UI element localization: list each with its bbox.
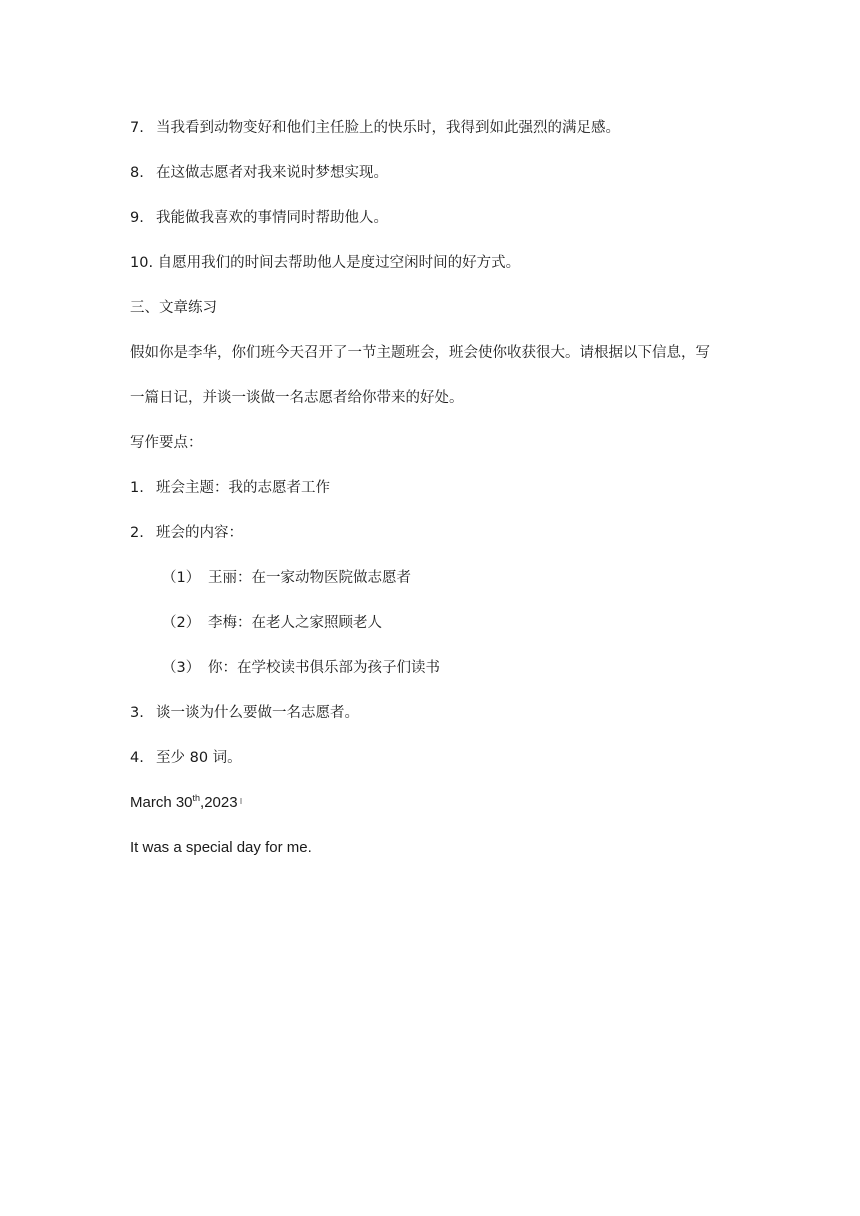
item-number: 1. — [130, 480, 144, 496]
item-text: 自愿用我们的时间去帮助他人是度过空闲时间的好方式。 — [157, 255, 521, 271]
requirement-item-1 — [130, 478, 330, 498]
date-month-day: March 30 — [130, 794, 193, 811]
content-item-2 — [162, 613, 382, 633]
item-text: 班会主题：我的志愿者工作 — [156, 480, 330, 496]
translation-item-10 — [130, 253, 520, 273]
item-text: 谈一谈为什么要做一名志愿者。 — [156, 705, 359, 721]
diary-date — [130, 793, 242, 813]
item-number: 8. — [130, 165, 144, 181]
requirement-item-2 — [130, 523, 243, 543]
item-text: 当我看到动物变好和他们主任脸上的快乐时，我得到如此强烈的满足感。 — [156, 120, 620, 136]
date-year: ,2023 — [200, 794, 238, 811]
item-number: 10. — [130, 255, 154, 271]
translation-item-9 — [130, 208, 388, 228]
content-item-3 — [162, 658, 440, 678]
item-text: 王丽：在一家动物医院做志愿者 — [208, 570, 411, 586]
item-text: 至少 80 词。 — [156, 750, 242, 766]
item-text: 在这做志愿者对我来说时梦想实现。 — [156, 165, 388, 181]
section-heading: 三、文章练习 — [130, 300, 217, 316]
item-label: （1） — [162, 570, 201, 586]
paragraph-mark-icon — [240, 798, 242, 804]
requirements-heading: 写作要点： — [130, 435, 203, 451]
item-text: 李梅：在老人之家照顾老人 — [208, 615, 382, 631]
prompt-line-1: 假如你是李华，你们班今天召开了一节主题班会，班会使你收获很大。请根据以下信息，写 — [130, 345, 710, 361]
requirement-item-4 — [130, 748, 242, 768]
date-ordinal-suffix: th — [192, 793, 201, 803]
opening-sentence: It was a special day for me. — [130, 839, 312, 856]
prompt-line-2: 一篇日记，并谈一谈做一名志愿者给你带来的好处。 — [130, 390, 464, 406]
item-label: （2） — [162, 615, 201, 631]
item-text: 我能做我喜欢的事情同时帮助他人。 — [156, 210, 388, 226]
item-text: 班会的内容： — [156, 525, 243, 541]
item-number: 3. — [130, 705, 144, 721]
translation-item-8 — [130, 163, 388, 183]
content-item-1 — [162, 568, 411, 588]
item-number: 7. — [130, 120, 144, 136]
item-number: 4. — [130, 750, 144, 766]
item-number: 2. — [130, 525, 144, 541]
item-number: 9. — [130, 210, 144, 226]
item-text: 你：在学校读书俱乐部为孩子们读书 — [208, 660, 440, 676]
item-label: （3） — [162, 660, 201, 676]
translation-item-7 — [130, 118, 620, 138]
requirement-item-3 — [130, 703, 359, 723]
